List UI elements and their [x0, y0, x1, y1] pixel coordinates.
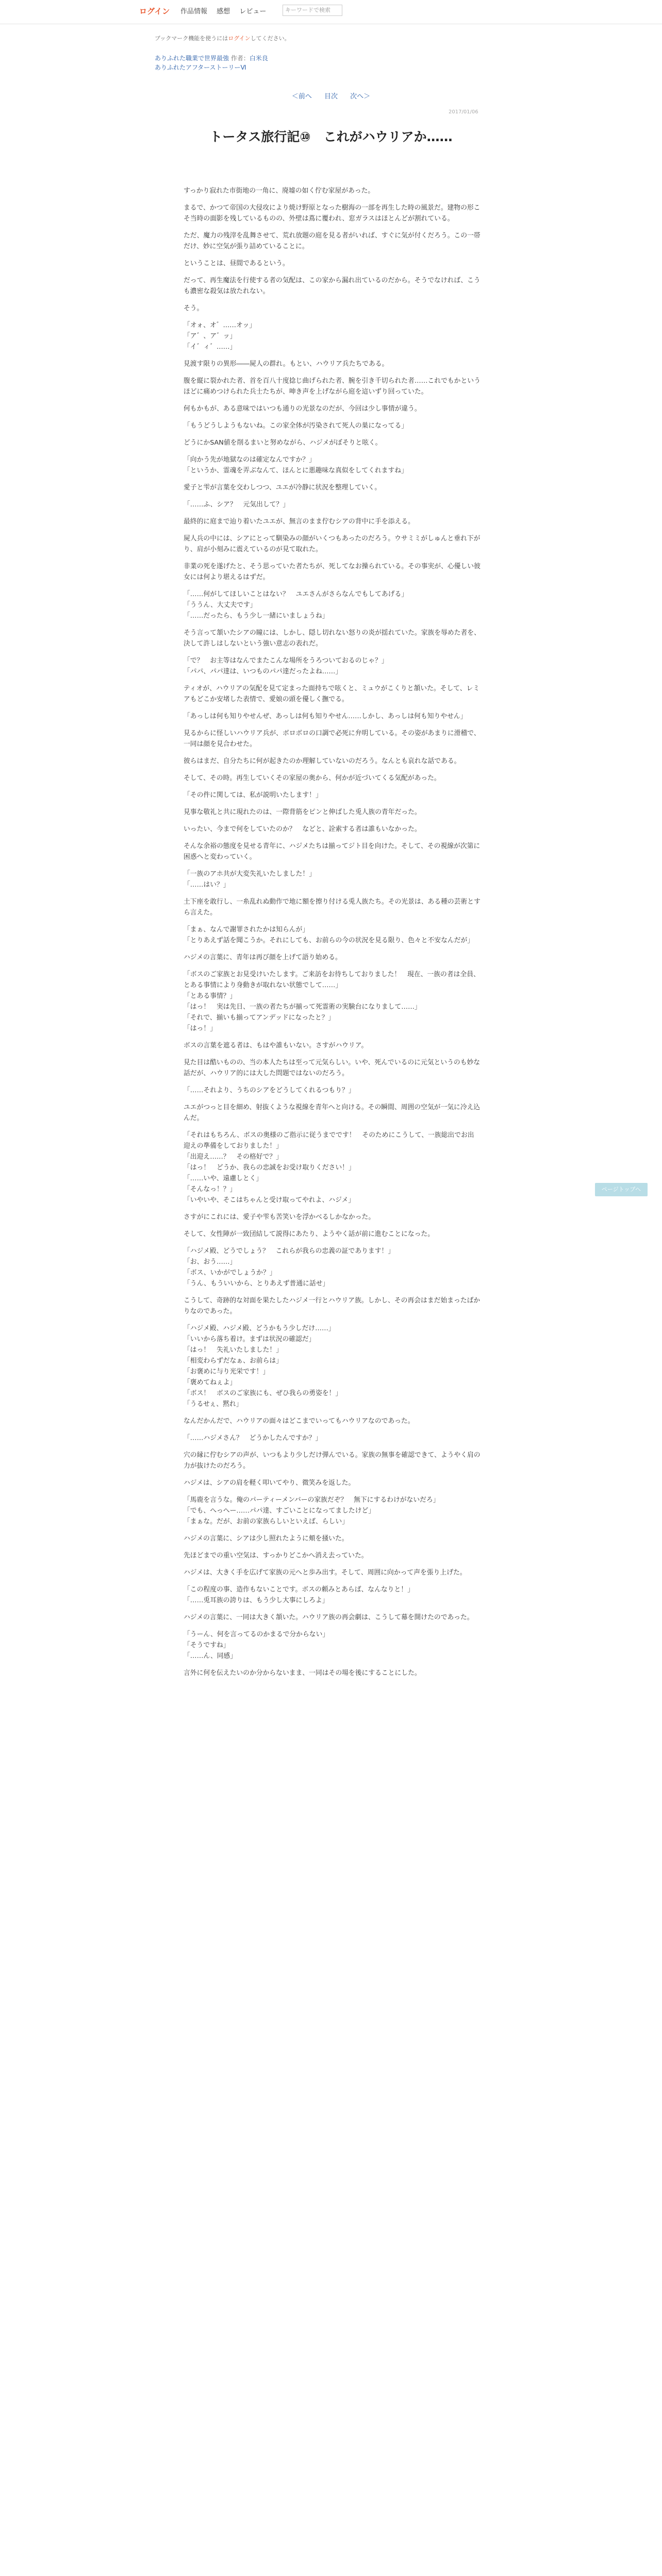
body-paragraph: そして、その時。再生していくその家屋の奥から、何かが近づいてくる気配があった。 [184, 774, 441, 782]
header-nav [180, 6, 273, 15]
author-prefix: 作者： [230, 55, 250, 62]
body-paragraph: 「ハジメ殿、どうでしょう？ これらが我らの忠義の証であります！」 「お、おう……」 「ボス、いかがでしょうか？」 「うん、もういいから、とりあえず普通に話せ」 [184, 1247, 395, 1287]
body-paragraph: 「ボスのご家族とお見受けいたします。ご来訪をお待ちしておりました！ 現在、一族の者は全員、とある事情により身動きが取れない状態でして……」 「とある事情？」 「はっ！ 実は先日、一族の者たちが揃って死霊術の実験台になりまして……」 「それで、揃いも揃ってアンデッドになったと？」 「はっ！」 [184, 971, 480, 1032]
body-paragraph: ハジメの言葉に、一同は大きく頷いた。ハウリア族の再会劇は、こうして幕を開けたのであった。 [184, 1614, 474, 1621]
body-paragraph: 「向かう先が地獄なのは確定なんですか？」 「というか、霊魂を弄ぶなんて、ほんとに悪趣味な真似をしてくれますね」 [184, 456, 408, 474]
body-paragraph: そんな余裕の態度を見せる青年に、ハジメたちは揃ってジト目を向けた。そして、その視線が次第に困惑へと変わっていく。 [184, 842, 481, 861]
post-date: 2017/01/06 [449, 109, 478, 115]
body-paragraph: 先ほどまでの重い空気は、すっかりどこかへ消え去っていた。 [184, 1552, 368, 1560]
notice-login-link[interactable]: ログイン [228, 35, 251, 42]
body-paragraph: ボスの言葉を遮る者は、もはや誰もいない。さすがハウリア。 [184, 1042, 368, 1049]
body-paragraph: 見た目は酷いものの、当の本人たちは至って元気らしい。いや、死んでいるのに元気というのも妙な話だが、ハウリア的には大した問題ではないのだろう。 [184, 1059, 481, 1077]
body-paragraph: 愛子と雫が言葉を交わしつつ、ユエが冷静に状況を整理していく。 [184, 484, 382, 492]
body-paragraph: ハジメの言葉に、青年は再び顔を上げて語り始める。 [184, 954, 342, 961]
body-paragraph: 何もかもが、ある意味ではいつも通りの光景なのだが、今回は少し事情が違う。 [184, 405, 421, 413]
breadcrumb [155, 54, 268, 72]
nav-item-info[interactable]: 作品情報 [180, 8, 208, 15]
body-paragraph: 腹を縦に裂かれた者、首を百八十度捻じ曲げられた者、腕を引き千切られた者……これでもかというほどに痛めつけられた兵士たちが、呻き声を上げながら庭を這いずり回っていた。 [184, 377, 481, 396]
body-paragraph: 「ハジメ殿、ハジメ殿、どうかもう少しだけ……」 「いいから落ち着け。まずは状況の確認だ」 「はっ！ 失礼いたしました！」 「相変わらずだなぁ、お前らは」 「お褒めに与り光栄です！」 「褒めてねぇよ」 「ボス！ ボスのご家族にも、ぜひ我らの勇姿を！」 「うるせぇ、黙れ」 [184, 1325, 342, 1408]
body-paragraph: 「この程度の事、造作もないことです。ボスの頼みとあらば、なんなりと！」 「……兎耳族の誇りは、もう少し大事にしろよ」 [184, 1586, 414, 1604]
site-header [0, 0, 662, 24]
body-paragraph: 見事な敬礼と共に現れたのは、一際背筋をピンと伸ばした兎人族の青年だった。 [184, 808, 421, 816]
body-paragraph: さすがにこれには、愛子や雫も苦笑いを浮かべるしかなかった。 [184, 1213, 375, 1221]
body-paragraph: 「一族のアホ共が大変失礼いたしました！」 「……はい？」 [184, 870, 316, 889]
body-paragraph: 「……ふ、シア？ 元気出して？」 [184, 501, 290, 509]
body-paragraph: 「オォ、オ゛……オッ」 「ア゛、ア゛ッ」 「イ゛ィ゛……」 [184, 321, 256, 351]
chapter-pager [0, 91, 662, 100]
body-paragraph: 彼らはまだ、自分たちに何が起きたのか理解していないのだろう。なんとも哀れな話である。 [184, 757, 461, 765]
body-paragraph: 見るからに怪しいハウリア兵が、ボロボロの口調で必死に弁明している。その姿があまりに滑稽で、一同は顔を見合わせた。 [184, 730, 481, 748]
body-paragraph: すっかり寂れた市街地の一角に、廃墟の如く佇む家屋があった。 [184, 187, 375, 195]
author-link[interactable]: 白米良 [249, 55, 268, 62]
body-paragraph: 屍人兵の中には、シアにとって馴染みの顔がいくつもあったのだろう。ウサミミがしゅんと垂れ下がり、肩が小刻みに震えているのが見て取れた。 [184, 535, 481, 553]
body-paragraph: そして、女性陣が一致団結して説得にあたり、ようやく話が前に進むことになった。 [184, 1230, 435, 1238]
body-paragraph: ティオが、ハウリアの気配を見て定まった面持ちで呟くと、ミュウがこくりと頷いた。そして、レミアもどこか安堵した表情で、愛娘の頭を優しく撫でる。 [184, 685, 480, 703]
body-paragraph: 土下座を敢行し、一糸乱れぬ動作で地に額を擦り付ける兎人族たち。その光景は、ある種の芸術とすら言えた。 [184, 898, 481, 917]
search-input[interactable]: キーワードで検索 [283, 5, 342, 16]
body-paragraph: こうして、奇跡的な対面を果たしたハジメ一行とハウリア族。しかし、その再会はまだ始まったばかりなのであった。 [184, 1297, 481, 1315]
body-paragraph: 「まぁ、なんで謝罪されたかは知らんが」 「とりあえず話を聞こうか。それにしても、お前らの今の状況を見る限り、色々と不安なんだが」 [184, 926, 474, 944]
prev-link[interactable]: ＜前へ [291, 93, 312, 100]
body-paragraph: 「で？ お主等はなんでまたこんな場所をうろついておるのじゃ？」 「パパ、パパ達は、いつものパパ達だったよね……」 [184, 657, 388, 675]
body-paragraph: 「うーん、何を言ってるのかまるで分からない」 「そうですね」 「……ん、同感」 [184, 1631, 329, 1660]
body-paragraph: 言外に何を伝えたいのか分からないまま、一同はその場を後にすることにした。 [184, 1669, 421, 1677]
body-paragraph: 「あっしは何も知りやせんぜ、あっしは何も知りやせん……しかし、あっしは何も知りやせん」 [184, 713, 467, 720]
nav-item-impressions[interactable]: 感想 [217, 8, 230, 15]
body-paragraph: ハジメの言葉に、シアは少し照れたように頬を掻いた。 [184, 1535, 349, 1543]
body-paragraph: ハジメは、シアの肩を軽く叩いてやり、微笑みを返した。 [184, 1479, 355, 1487]
body-paragraph: 「……何がしてほしいことはない？ ユエさんがさらなんでもしてあげる」 「ううん、大丈夫です」 「……だったら、もう少し一緒にいましょうね」 [184, 590, 408, 620]
body-paragraph: そう。 [184, 304, 204, 312]
notice-text-end: してください。 [250, 35, 290, 42]
page-top-button[interactable]: ページトップへ [595, 1183, 648, 1196]
body-paragraph: まるで、かつて帝国の大侵攻により焼け野原となった樹海の一部を再生した時の風景だ。建物の形こそ当時の面影を残しているものの、外壁は蔦に覆われ、窓ガラスはほとんどが割れている。 [184, 204, 481, 223]
chapter-body [184, 185, 481, 1685]
body-paragraph: なんだかんだで、ハウリアの面々はどこまでいってもハウリアなのであった。 [184, 1417, 415, 1425]
body-paragraph: 見渡す限りの異形――屍人の群れ。もとい、ハウリア兵たちである。 [184, 360, 389, 368]
body-paragraph: 穴の縁に佇むシアの声が、いつもより少しだけ弾んでいる。家族の無事を確認できて、ようやく肩の力が抜けたのだろう。 [184, 1451, 481, 1470]
body-paragraph: ただ、魔力の残滓を乱舞させて、荒れ放題の庭を見る者がいれば、すぐに気が付くだろう。この一帯だけ、妙に空気が張り詰めていることに。 [184, 232, 481, 250]
body-paragraph: 「……それより、うちのシアをどうしてくれるつもり？」 [184, 1087, 355, 1094]
body-paragraph: 「それはもちろん、ボスの奥様のご指示に従うまでです！ そのためにこうして、一族総出でお出迎えの準備をしておりました！」 「出迎え……？ その格好で？」 「はっ！ どうか、我らの忠誠をお受け取りください！」 「……いや、遠慮しとく」 「そんなっ！？」 「いやいや、そこはちゃんと受け取ってやれよ、ハジメ」 [184, 1131, 474, 1204]
body-paragraph: ということは、昼間であるという。 [184, 260, 289, 267]
bookmark-notice [155, 34, 290, 42]
nav-item-review[interactable]: レビュー [239, 8, 267, 15]
notice-text: ブックマーク機能を使うには [155, 35, 228, 42]
toc-link[interactable]: 目次 [324, 93, 338, 100]
chapter-link[interactable]: ありふれたアフターストーリーⅥ [155, 64, 246, 71]
body-paragraph: だって、再生魔法を行使する者の気配は、この家から漏れ出ているのだから。そうでなければ、こうも濃密な殺気は放たれない。 [184, 277, 481, 295]
body-paragraph: 「……ハジメさん？ どうかしたんですか？」 [184, 1434, 322, 1442]
body-paragraph: 最終的に庭まで辿り着いたユエが、無言のまま佇むシアの背中に手を添える。 [184, 518, 415, 526]
body-paragraph: どうにかSAN値を削るまいと努めながら、ハジメがぼそりと呟く。 [184, 439, 382, 447]
next-link[interactable]: 次へ＞ [350, 93, 371, 100]
series-title-link[interactable]: ありふれた職業で世界最強 [155, 55, 229, 62]
body-paragraph: そう言って頷いたシアの瞳には、しかし、隠し切れない怒りの炎が揺れていた。家族を辱めた者を、決して許しはしないという強い意志の表れだ。 [184, 629, 481, 648]
body-paragraph: 非業の死を遂げたと、そう思っていた者たちが、死してなお操られている。その事実が、心優しい彼女には何より堪えるはずだ。 [184, 563, 481, 581]
body-paragraph: いったい、今まで何をしていたのか？ などと、詮索する者は誰もいなかった。 [184, 825, 421, 833]
body-paragraph: ユエがつっと目を細め、射抜くような視線を青年へと向ける。その瞬間、周囲の空気が一気に冷え込んだ。 [184, 1104, 481, 1122]
body-paragraph: 「その件に関しては、私が説明いたします！」 [184, 791, 322, 799]
body-paragraph: 「馬鹿を言うな。俺のパーティーメンバーの家族だぞ？ 無下にするわけがないだろ」 「でも、へっへー……パパ達、すごいことになってましたけど」 「まぁな。だが、お前の家族らしいといえば、らしい」 [184, 1496, 440, 1526]
body-paragraph: 「もうどうしようもないね。この家全体が汚染されて死人の巣になってる」 [184, 422, 408, 430]
chapter-title: トータス旅行記⑩ これがハウリアか…… [209, 129, 453, 144]
body-paragraph: ハジメは、大きく手を広げて家族の元へと歩み出す。そして、周囲に向かって声を張り上げた。 [184, 1569, 467, 1577]
login-link[interactable]: ログイン [139, 7, 170, 16]
